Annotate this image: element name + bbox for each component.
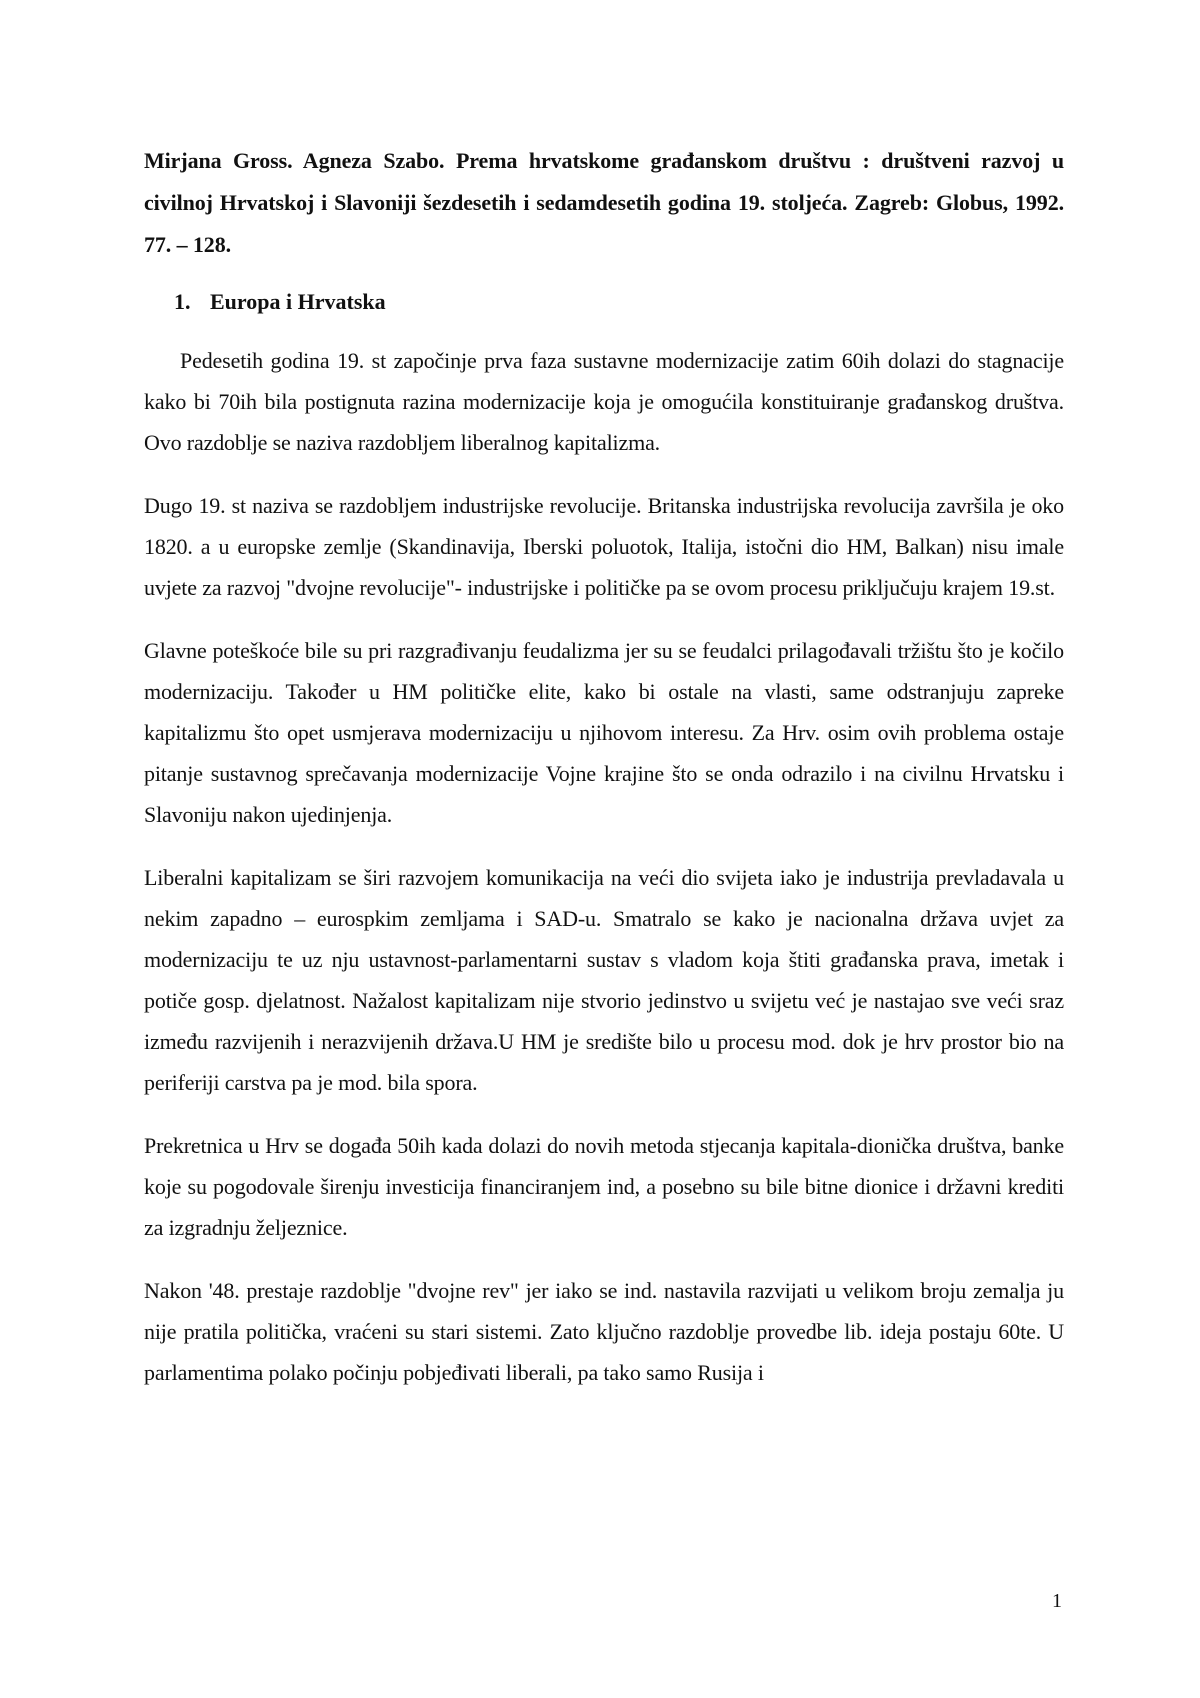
- paragraph: Prekretnica u Hrv se događa 50ih kada dolazi do novih metoda stjecanja kapitala-dionička društva, banke koje su pogodovale širenju investicija financiranjem ind, a posebno su bile bitne dionice i državni krediti za izgradnju željeznice.: [144, 1133, 1064, 1240]
- paragraph: Nakon '48. prestaje razdoblje "dvojne rev" jer iako se ind. nastavila razvijati u velikom broju zemalja ju nije pratila politička, vraćeni su stari sistemi. Zato ključno razdoblje provedbe lib. ideja postaju 60te. U parlamentima polako počinju pobjeđivati liberali, pa tako samo Rusija i: [144, 1278, 1064, 1385]
- paragraph: Dugo 19. st naziva se razdobljem industrijske revolucije. Britanska industrijska revolucija završila je oko 1820. a u europske zemlje (Skandinavija, Iberski poluotok, Italija, istočni dio HM, Balkan) nisu imale uvjete za razvoj "dvojne revolucije"- industrijske i političke pa se ovom procesu priključuju krajem 19.st.: [144, 493, 1064, 600]
- section-title: Europa i Hrvatska: [210, 289, 386, 314]
- section-heading: [174, 286, 1064, 318]
- paragraph: Pedesetih godina 19. st započinje prva faza sustavne modernizacije zatim 60ih dolazi do stagnacije kako bi 70ih bila postignuta razina modernizacije koja je omogućila konstituiranje građanskog društva. Ovo razdoblje se naziva razdobljem liberalnog kapitalizma.: [144, 348, 1064, 455]
- paragraph: Liberalni kapitalizam se širi razvojem komunikacija na veći dio svijeta iako je industrija prevladavala u nekim zapadno – eurospkim zemljama i SAD-u. Smatralo se kako je nacionalna država uvjet za modernizaciju te uz nju ustavnost-parlamentarni sustav s vladom koja štiti građanska prava, imetak i potiče gosp. djelatnost. Nažalost kapitalizam nije stvorio jedinstvo u svijetu već je nastajao sve veći sraz između razvijenih i nerazvijenih država.U HM je središte bilo u procesu mod. dok je hrv prostor bio na periferiji carstva pa je mod. bila spora.: [144, 865, 1064, 1095]
- document-page: [144, 140, 1064, 1415]
- section-number: 1.: [174, 289, 191, 314]
- paragraph: Glavne poteškoće bile su pri razgrađivanju feudalizma jer su se feudalci prilagođavali tržištu što je kočilo modernizaciju. Također u HM političke elite, kako bi ostale na vlasti, same odstranjuju zapreke kapitalizmu što opet usmjerava modernizaciju u njihovom interesu. Za Hrv. osim ovih problema ostaje pitanje sustavnog sprečavanja modernizacije Vojne krajine što se onda odrazilo i na civilnu Hrvatsku i Slavoniju nakon ujedinjenja.: [144, 638, 1064, 827]
- page-number: 1: [1052, 1590, 1062, 1612]
- bibliographic-citation: Mirjana Gross. Agneza Szabo. Prema hrvatskome građanskom društvu : društveni razvoj u civilnoj Hrvatskoj i Slavoniji šezdesetih i sedamdesetih godina 19. stoljeća. Zagreb: Globus, 1992. 77. – 128.: [144, 148, 1064, 257]
